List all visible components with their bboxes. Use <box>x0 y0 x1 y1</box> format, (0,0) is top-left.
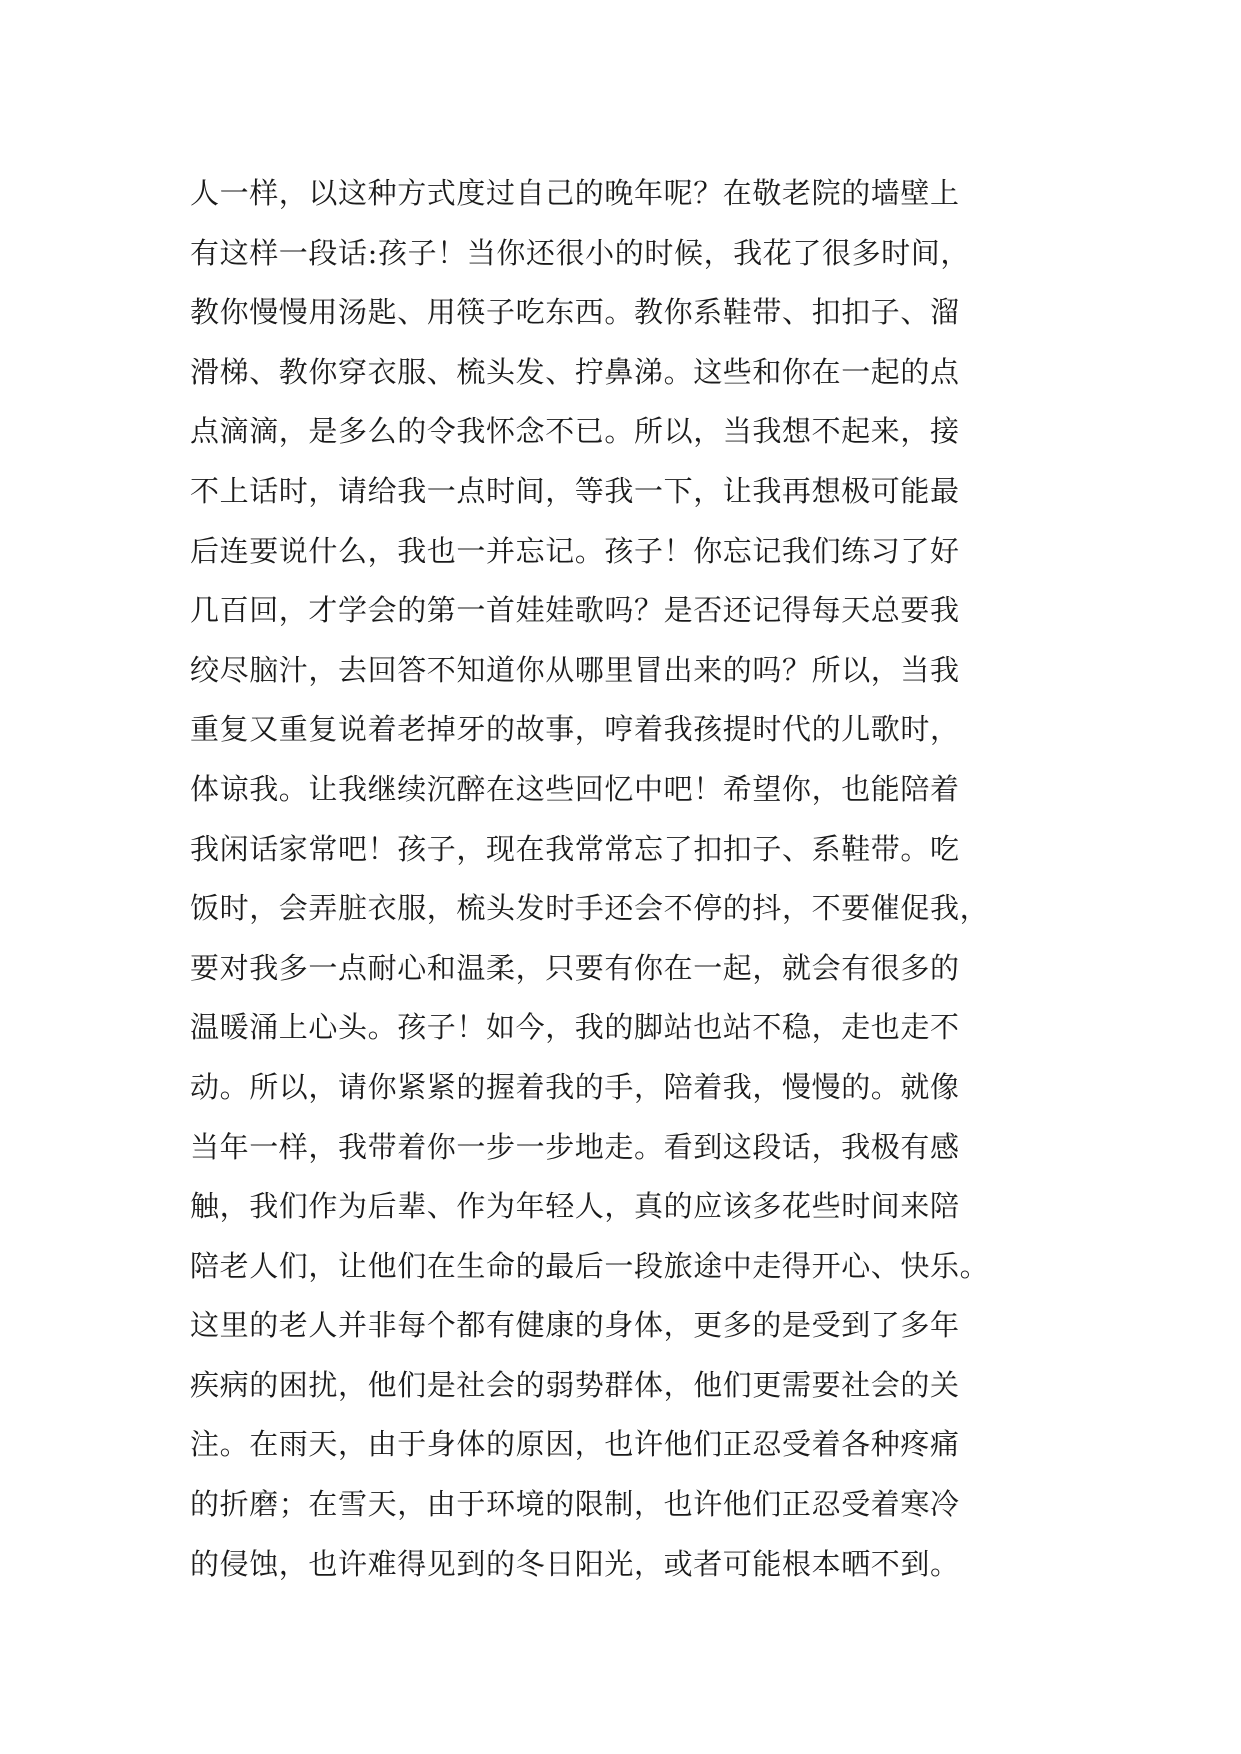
text-line: 当年一样，我带着你一步一步地走。看到这段话，我极有感 <box>190 1129 960 1164</box>
text-line: 饭时，会弄脏衣服，梳头发时手还会不停的抖，不要催促我， <box>190 891 990 926</box>
text-line: 陪老人们，让他们在生命的最后一段旅途中走得开心、快乐。 <box>190 1248 990 1283</box>
text-line: 滑梯、教你穿衣服、梳头发、拧鼻涕。这些和你在一起的点 <box>190 354 960 389</box>
text-line: 绞尽脑汁，去回答不知道你从哪里冒出来的吗？所以，当我 <box>190 652 960 687</box>
text-line: 重复又重复说着老掉牙的故事，哼着我孩提时代的儿歌时， <box>190 712 960 747</box>
text-line: 点滴滴，是多么的令我怀念不已。所以，当我想不起来，接 <box>190 414 960 449</box>
body-text <box>190 164 1090 1594</box>
text-line: 动。所以，请你紧紧的握着我的手，陪着我，慢慢的。就像 <box>190 1069 960 1104</box>
text-line: 人一样，以这种方式度过自己的晚年呢？在敬老院的墙壁上 <box>190 176 960 210</box>
text-line: 的折磨；在雪天，由于环境的限制，也许他们正忍受着寒冷 <box>190 1487 960 1522</box>
text-line: 不上话时，请给我一点时间，等我一下，让我再想极可能最 <box>190 473 960 508</box>
text-line: 这里的老人并非每个都有健康的身体，更多的是受到了多年 <box>190 1308 960 1343</box>
text-line: 体谅我。让我继续沉醉在这些回忆中吧！希望你，也能陪着 <box>190 771 960 806</box>
text-line: 几百回，才学会的第一首娃娃歌吗？是否还记得每天总要我 <box>190 593 960 628</box>
text-line: 后连要说什么，我也一并忘记。孩子！你忘记我们练习了好 <box>190 533 960 568</box>
text-line: 疾病的困扰，他们是社会的弱势群体，他们更需要社会的关 <box>190 1367 960 1402</box>
text-line: 教你慢慢用汤匙、用筷子吃东西。教你系鞋带、扣扣子、溜 <box>190 295 960 330</box>
text-line: 要对我多一点耐心和温柔，只要有你在一起，就会有很多的 <box>190 950 960 985</box>
text-line: 触，我们作为后辈、作为年轻人，真的应该多花些时间来陪 <box>190 1189 960 1224</box>
text-line: 温暖涌上心头。孩子！如今，我的脚站也站不稳，走也走不 <box>190 1010 960 1045</box>
text-line: 有这样一段话:孩子！当你还很小的时候，我花了很多时间， <box>190 235 970 270</box>
text-line: 的侵蚀，也许难得见到的冬日阳光，或者可能根本晒不到。 <box>190 1546 960 1581</box>
text-line: 注。在雨天，由于身体的原因，也许他们正忍受着各种疼痛 <box>190 1427 960 1462</box>
text-line: 我闲话家常吧！孩子，现在我常常忘了扣扣子、系鞋带。吃 <box>190 831 960 866</box>
